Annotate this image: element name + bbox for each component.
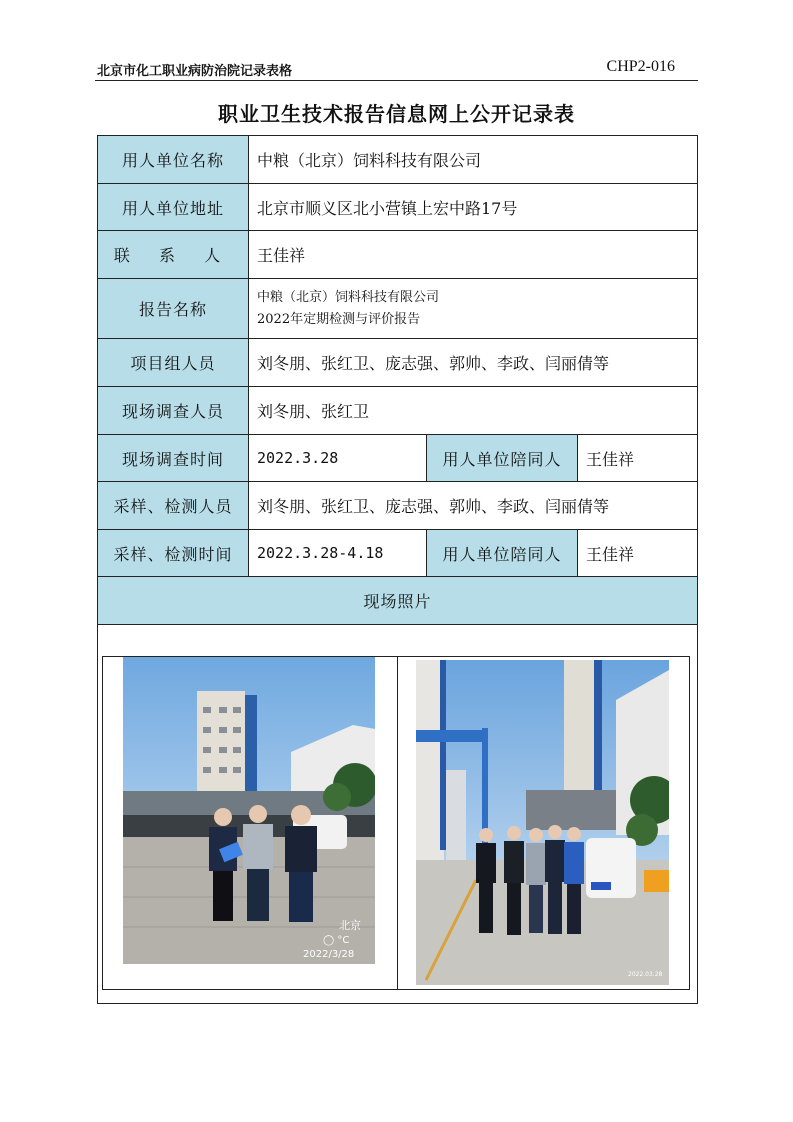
row-company-address xyxy=(98,184,697,231)
project-members-label: 项目组人员 xyxy=(98,339,249,386)
company-name-label: 用人单位名称 xyxy=(98,136,249,183)
sampling-escort-value: 王佳祥 xyxy=(586,544,635,564)
row-site-photos-header xyxy=(98,577,697,625)
company-name-value: 中粮（北京）饲料科技有限公司 xyxy=(257,151,482,170)
site-escort-label: 用人单位陪同人 xyxy=(427,435,578,481)
site-photos-label: 现场照片 xyxy=(363,592,432,611)
photo1-stamp-date: 2022/3/28 xyxy=(303,949,355,960)
site-escort-value: 王佳祥 xyxy=(586,449,635,469)
report-name-line1: 中粮（北京）饲料科技有限公司 xyxy=(257,289,440,305)
report-name-line2: 2022年定期检测与评价报告 xyxy=(257,311,421,327)
row-report-name xyxy=(98,279,697,339)
sampling-personnel-label: 采样、检测人员 xyxy=(98,482,249,529)
photo-frame xyxy=(102,656,690,990)
site-investigation-time-value: 2022.3.28 xyxy=(249,435,427,481)
row-site-investigation-time xyxy=(98,435,697,482)
page-title: 职业卫生技术报告信息网上公开记录表 xyxy=(218,102,575,126)
company-address-label: 用人单位地址 xyxy=(98,184,249,230)
row-site-investigators xyxy=(98,387,697,435)
contact-value: 王佳祥 xyxy=(257,246,306,265)
photo1-stamp-temp: ◯ °C xyxy=(323,935,350,946)
project-members-value: 刘冬朋、张红卫、庞志强、郭帅、李政、闫丽倩等 xyxy=(257,354,610,373)
contact-label: 联 系 人 xyxy=(98,231,249,278)
row-sampling-personnel xyxy=(98,482,697,530)
site-investigators-label: 现场调查人员 xyxy=(98,387,249,434)
site-photo-1 xyxy=(123,657,375,964)
site-investigators-value: 刘冬朋、张红卫 xyxy=(257,402,370,421)
sampling-time-label: 采样、检测时间 xyxy=(98,530,249,576)
sampling-time-value: 2022.3.28-4.18 xyxy=(249,530,427,576)
row-sampling-time xyxy=(98,530,697,577)
row-contact xyxy=(98,231,697,279)
photo1-stamp-city: 北京 xyxy=(339,919,361,932)
row-project-members xyxy=(98,339,697,387)
org-title: 北京市化工职业病防治院记录表格 xyxy=(97,64,293,79)
row-company-name xyxy=(98,136,697,184)
site-photo-1-image xyxy=(123,657,375,964)
report-name-label: 报告名称 xyxy=(98,279,249,338)
sampling-escort-label: 用人单位陪同人 xyxy=(427,530,578,576)
report-name-value xyxy=(249,279,697,338)
site-investigation-time-label: 现场调查时间 xyxy=(98,435,249,481)
site-photo-2 xyxy=(416,660,669,985)
sampling-personnel-value: 刘冬朋、张红卫、庞志强、郭帅、李政、闫丽倩等 xyxy=(257,497,610,516)
record-form xyxy=(97,135,698,1004)
header-divider xyxy=(95,80,698,81)
form-code: CHP2-016 xyxy=(606,58,675,75)
photo-divider xyxy=(397,657,398,989)
site-photo-2-image xyxy=(416,660,669,985)
photo2-stamp: 2022.03.28 xyxy=(628,971,663,978)
company-address-value: 北京市顺义区北小营镇上宏中路17号 xyxy=(257,198,518,218)
